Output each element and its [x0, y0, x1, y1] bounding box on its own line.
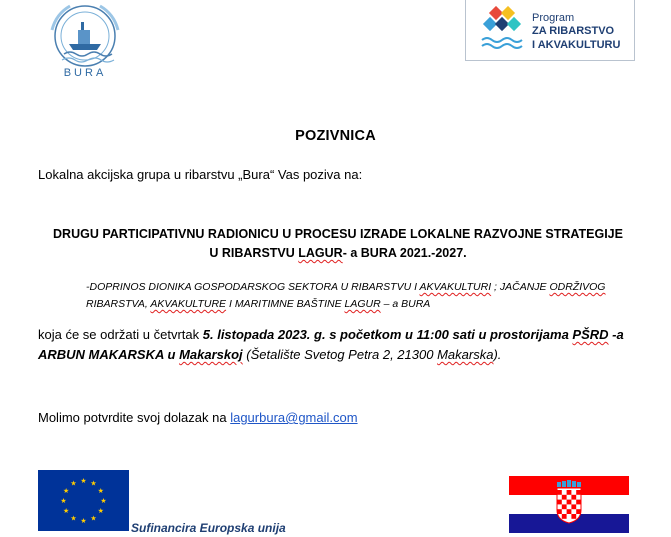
- eu-star-icon: ★: [70, 515, 77, 523]
- document-title: POZIVNICA: [295, 128, 376, 144]
- subtitle-part: -DOPRINOS DIONIKA GOSPODARSKOG SEKTORA U RIBARSTVU I: [86, 281, 420, 293]
- rsvp-label: Molimo potvrdite svoj dolazak na: [38, 410, 231, 425]
- details-venue-part: PŠRD: [572, 327, 609, 342]
- eu-star-icon: ★: [63, 488, 70, 495]
- subtitle-part: RIBARSTVA,: [86, 298, 151, 310]
- bura-logo-text: BURA: [63, 67, 107, 79]
- event-heading: [38, 225, 638, 263]
- eu-star-icon: ★: [63, 508, 70, 515]
- bura-logo: [40, 0, 130, 80]
- program-logo-icon: [478, 6, 526, 52]
- eu-star-icon: ★: [60, 498, 67, 505]
- details-address-part: ).: [493, 347, 502, 362]
- eu-star-icon: ★: [80, 518, 87, 525]
- subtitle-part: I MARITIMNE BAŠTINE: [226, 298, 345, 310]
- cofinanced-caption: Sufinancira Europska unija: [131, 521, 286, 535]
- subtitle-part: ; JAČANJE: [491, 281, 550, 293]
- subtitle-part: LAGUR: [344, 298, 381, 310]
- details-venue-part: Makarskoj: [179, 347, 243, 362]
- subtitle-part: AKVAKULTURI: [419, 281, 492, 293]
- subtitle-part: AKVAKULTURE: [150, 298, 227, 310]
- heading-part: LAGUR: [298, 246, 343, 260]
- event-heading-line1: DRUGU PARTICIPATIVNU RADIONICU U PROCESU IZRADE LOKALNE RAZVOJNE STRATEGIJE: [53, 227, 623, 241]
- croatia-flag-icon: [509, 476, 629, 533]
- details-venue-part: -a ARBUN MAKARSKA u: [38, 327, 624, 362]
- eu-star-icon: ★: [80, 478, 87, 485]
- eu-star-icon: ★: [70, 480, 77, 488]
- program-logo-line2: I AKVAKULTURU: [532, 39, 621, 51]
- subtitle-part: – a BURA: [380, 298, 431, 310]
- eu-star-icon: ★: [97, 488, 104, 495]
- event-heading-line2: [38, 244, 638, 263]
- rsvp-text: [38, 410, 358, 425]
- heading-part: - a BURA 2021.-2027.: [342, 246, 467, 260]
- eu-flag-icon: [38, 470, 129, 531]
- details-part: koja će se održati u četvrtak: [38, 327, 203, 342]
- eu-star-icon: ★: [90, 515, 97, 523]
- event-details: [38, 325, 638, 365]
- details-date-time: 5. listopada 2023. g. s početkom u 11:00 sati u prostorijama: [202, 327, 573, 342]
- details-address-part: (Šetalište Svetog Petra 2, 21300: [242, 347, 438, 362]
- details-address-part: Makarska: [437, 347, 494, 362]
- intro-text: Lokalna akcijska grupa u ribarstvu „Bura“ Vas poziva na:: [38, 167, 363, 182]
- program-logo-line1: ZA RIBARSTVO: [532, 25, 615, 37]
- eu-star-icon: ★: [90, 480, 97, 488]
- eu-star-icon: ★: [100, 498, 107, 505]
- eu-star-icon: ★: [97, 508, 104, 515]
- program-logo-label: Program: [532, 12, 575, 24]
- heading-part: U RIBARSTVU: [209, 246, 299, 260]
- event-subtitle: [86, 279, 646, 313]
- subtitle-part: ODRŽIVOG: [549, 281, 606, 293]
- rsvp-email-link[interactable]: lagurbura@gmail.com: [230, 410, 358, 425]
